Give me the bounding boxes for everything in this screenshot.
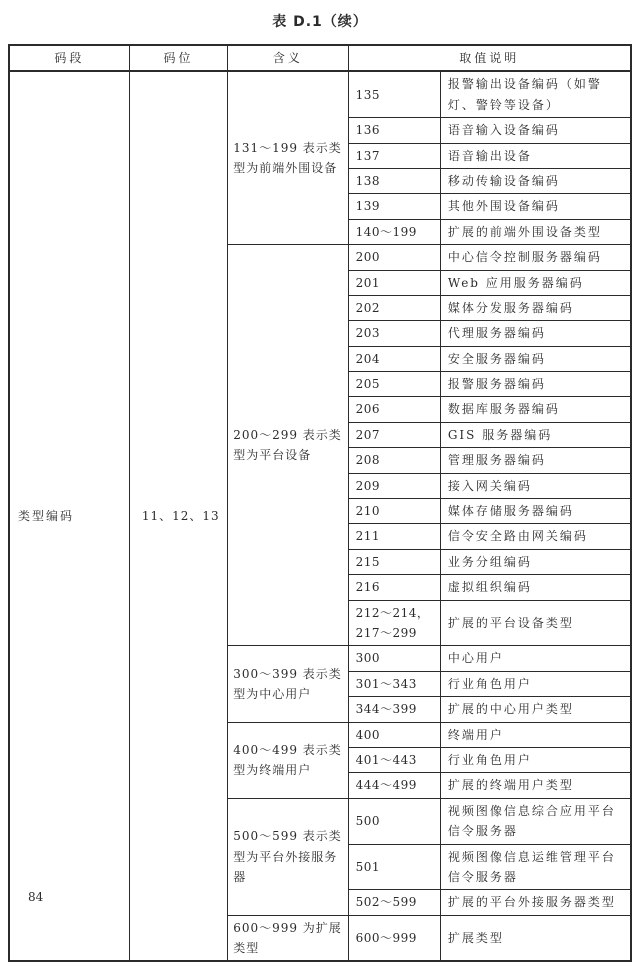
- meaning-cell: 131～199 表示类型为前端外围设备: [228, 71, 348, 244]
- value-cell: 200: [348, 245, 440, 270]
- description-cell: 扩展的前端外围设备类型: [440, 219, 631, 244]
- description-cell: 其他外围设备编码: [440, 194, 631, 219]
- description-cell: 安全服务器编码: [440, 346, 631, 371]
- value-cell: 500: [348, 798, 440, 844]
- value-cell: 203: [348, 321, 440, 346]
- description-cell: 报警输出设备编码（如警灯、警铃等设备）: [440, 71, 631, 117]
- description-cell: 报警服务器编码: [440, 372, 631, 397]
- code-position-cell: 11、12、13: [129, 71, 227, 961]
- meaning-cell: 600～999 为扩展类型: [228, 915, 348, 961]
- description-cell: 终端用户: [440, 722, 631, 747]
- value-cell: 139: [348, 194, 440, 219]
- description-cell: 信令安全路由网关编码: [440, 524, 631, 549]
- value-cell: 208: [348, 448, 440, 473]
- description-cell: 扩展的平台外接服务器类型: [440, 890, 631, 915]
- header-code-segment: 码段: [9, 45, 129, 71]
- description-cell: 视频图像信息运维管理平台信令服务器: [440, 844, 631, 890]
- value-cell: 211: [348, 524, 440, 549]
- value-cell: 206: [348, 397, 440, 422]
- value-cell: 501: [348, 844, 440, 890]
- description-cell: 视频图像信息综合应用平台信令服务器: [440, 798, 631, 844]
- description-cell: 中心信令控制服务器编码: [440, 245, 631, 270]
- description-cell: GIS 服务器编码: [440, 422, 631, 447]
- value-cell: 216: [348, 575, 440, 600]
- value-cell: 136: [348, 118, 440, 143]
- description-cell: 中心用户: [440, 646, 631, 671]
- description-cell: 媒体分发服务器编码: [440, 295, 631, 320]
- value-cell: 401～443: [348, 747, 440, 772]
- description-cell: 管理服务器编码: [440, 448, 631, 473]
- description-cell: 媒体存储服务器编码: [440, 499, 631, 524]
- value-cell: 204: [348, 346, 440, 371]
- value-cell: 207: [348, 422, 440, 447]
- code-segment-cell: 类型编码: [9, 71, 129, 961]
- meaning-cell: 400～499 表示类型为终端用户: [228, 722, 348, 798]
- value-cell: 202: [348, 295, 440, 320]
- description-cell: 行业角色用户: [440, 747, 631, 772]
- table-row: [9, 71, 631, 117]
- description-cell: 虚拟组织编码: [440, 575, 631, 600]
- value-cell: 301～343: [348, 671, 440, 696]
- value-cell: 137: [348, 143, 440, 168]
- header-row: [9, 45, 631, 71]
- header-meaning: 含义: [228, 45, 348, 71]
- description-cell: 扩展类型: [440, 915, 631, 961]
- value-cell: 135: [348, 71, 440, 117]
- value-cell: 215: [348, 549, 440, 574]
- value-cell: 140～199: [348, 219, 440, 244]
- page-title: 表 D.1（续）: [272, 14, 368, 30]
- value-cell: 502～599: [348, 890, 440, 915]
- meaning-cell: 300～399 表示类型为中心用户: [228, 646, 348, 722]
- description-cell: 数据库服务器编码: [440, 397, 631, 422]
- description-cell: 行业角色用户: [440, 671, 631, 696]
- description-cell: 语音输入设备编码: [440, 118, 631, 143]
- description-cell: 语音输出设备: [440, 143, 631, 168]
- description-cell: Web 应用服务器编码: [440, 270, 631, 295]
- description-cell: 接入网关编码: [440, 473, 631, 498]
- description-cell: 扩展的平台设备类型: [440, 600, 631, 646]
- value-cell: 209: [348, 473, 440, 498]
- description-cell: 业务分组编码: [440, 549, 631, 574]
- meaning-cell: 500～599 表示类型为平台外接服务器: [228, 798, 348, 915]
- value-cell: 212～214， 217～299: [348, 600, 440, 646]
- value-cell: 444～499: [348, 773, 440, 798]
- value-cell: 210: [348, 499, 440, 524]
- header-code-position: 码位: [129, 45, 227, 71]
- header-value-description: 取值说明: [348, 45, 631, 71]
- meaning-cell: 200～299 表示类型为平台设备: [228, 245, 348, 646]
- description-cell: 代理服务器编码: [440, 321, 631, 346]
- description-cell: 扩展的终端用户类型: [440, 773, 631, 798]
- value-cell: 400: [348, 722, 440, 747]
- value-cell: 205: [348, 372, 440, 397]
- value-cell: 344～399: [348, 697, 440, 722]
- description-cell: 扩展的中心用户类型: [440, 697, 631, 722]
- value-cell: 138: [348, 168, 440, 193]
- page-number: 84: [28, 890, 44, 904]
- value-cell: 201: [348, 270, 440, 295]
- code-table: [8, 44, 632, 962]
- value-cell: 600～999: [348, 915, 440, 961]
- table-body: [9, 71, 631, 961]
- value-cell: 300: [348, 646, 440, 671]
- description-cell: 移动传输设备编码: [440, 168, 631, 193]
